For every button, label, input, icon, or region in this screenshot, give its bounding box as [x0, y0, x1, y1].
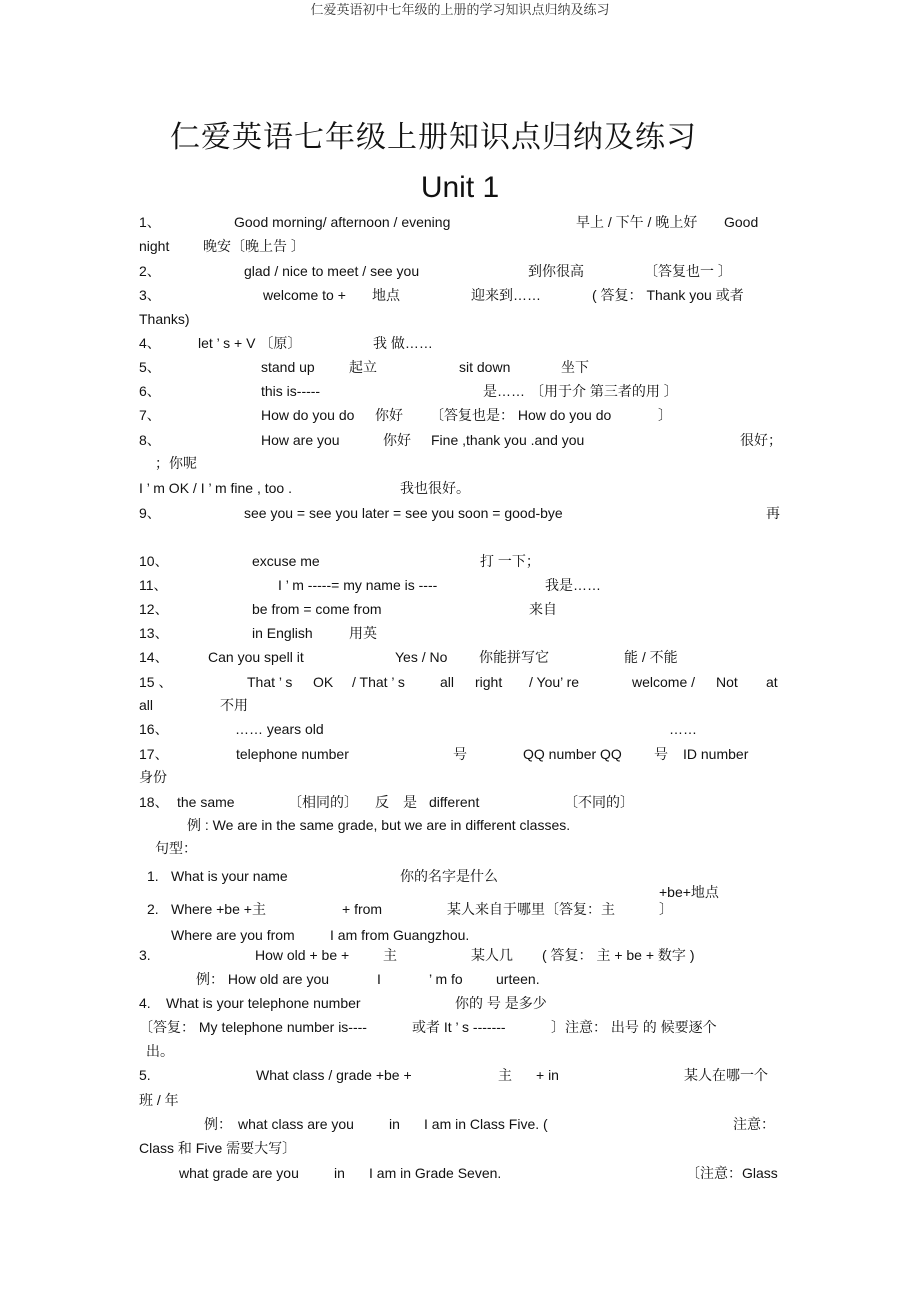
pattern-4-english: What is your telephone number [166, 995, 361, 1011]
item-10-chinese: 打 一下； [480, 553, 540, 569]
item-15-word-7: welcome / [632, 674, 696, 690]
pattern-4-note: 〕注意： 出号 的 候要逐个 [551, 1019, 717, 1035]
item-17-number: 17、 [139, 746, 169, 762]
item-13-english: in English [252, 625, 313, 641]
item-7-close: 〕 [658, 407, 672, 423]
item-8-extra-chinese: 我也很好。 [400, 480, 470, 496]
item-6-english: this is----- [261, 383, 321, 399]
item-18-example: 例 : We are in the same grade, but we are in different classes. [187, 817, 571, 833]
item-4-number: 4、 [139, 335, 161, 351]
pattern-3-number: 3. [139, 947, 151, 963]
document-title: 仁爱英语七年级上册知识点归纳及练习 [170, 120, 697, 155]
item-1-cont-cn: 晚安〔晚上告 〕 [203, 238, 305, 254]
item-6-note: 〔用于介 第三者的用 〕 [530, 383, 678, 399]
pattern-3-example-i: I [377, 971, 381, 987]
item-18-fan: 反 [375, 794, 389, 810]
pattern-4-or: 或者 It ’ s ------- [412, 1019, 506, 1035]
item-9-end: 再 [766, 505, 780, 521]
item-3-place: 地点 [372, 287, 400, 303]
item-1-cont-en: night [139, 238, 170, 254]
item-2-number: 2、 [139, 263, 161, 279]
item-2-note: 〔答复也一 〕 [644, 263, 732, 279]
pattern-5-example-a: I am in Class Five. ( [424, 1116, 548, 1132]
pattern-3-zhu: 主 [383, 947, 397, 963]
item-11-chinese: 我是…… [545, 577, 601, 593]
item-5-chinese: 起立 [349, 359, 377, 375]
pattern-5-chinese: 某人在哪一个 [684, 1067, 768, 1083]
item-18-english: the same [177, 794, 235, 810]
pattern-heading: 句型： [155, 840, 197, 856]
item-14-chinese: 你能拼写它 [479, 649, 549, 665]
pattern-5-note-line: Class 和 Five 需要大写〕 [139, 1140, 297, 1156]
pattern-2-chinese: 某人来自于哪里〔答复：主 [447, 901, 615, 917]
pattern-5-in: + in [536, 1067, 559, 1083]
unit-heading: Unit 1 [420, 171, 500, 204]
pattern-2-number: 2. [147, 901, 159, 917]
pattern-1-english: What is your name [171, 868, 288, 884]
item-17-english-2: QQ number QQ [523, 746, 622, 762]
item-12-chinese: 来自 [529, 601, 557, 617]
pattern-3-example-q: 例： How old are you [196, 971, 330, 987]
item-17-english-3: ID number [683, 746, 749, 762]
pattern-1-number: 1. [147, 868, 159, 884]
item-16-number: 16、 [139, 721, 169, 737]
pattern-3-chinese: 某人几 [471, 947, 513, 963]
pattern-5-english: What class / grade +be + [256, 1067, 412, 1083]
item-2-english: glad / nice to meet / see you [244, 263, 420, 279]
item-8-extra-english: I ’ m OK / I ’ m fine , too . [139, 480, 293, 496]
item-1-number: 1、 [139, 214, 161, 230]
pattern-4-answer: 〔答复： My telephone number is---- [139, 1019, 367, 1035]
pattern-2-close: 〕 [659, 901, 673, 917]
item-4-chinese: 我 做…… [373, 335, 433, 351]
item-3-cont: Thanks) [139, 311, 190, 327]
item-7-chinese: 你好 [375, 407, 403, 423]
pattern-2-example-q: Where are you from [171, 927, 295, 943]
page-header: 仁爱英语初中七年级的上册的学习知识点归纳及练习 [310, 3, 610, 18]
item-14-chinese-2: 能 / 不能 [624, 649, 678, 665]
pattern-5-example-label: 例： [204, 1116, 232, 1132]
pattern-2-english-2: + from [342, 901, 383, 917]
pattern-3-example-m: ’ m fo [429, 971, 463, 987]
item-15-word-9: at [766, 674, 778, 690]
item-13-number: 13、 [139, 625, 169, 641]
pattern-5-example-q: what class are you [238, 1116, 354, 1132]
pattern-5-note-2: 〔注意：Glass [686, 1165, 778, 1181]
pattern-2-top-note: +be+地点 [659, 884, 719, 900]
item-15-word-5: right [475, 674, 503, 690]
item-14-english-2: Yes / No [395, 649, 448, 665]
item-15-word-3: / That ’ s [352, 674, 405, 690]
item-8-chinese: 你好 [383, 432, 411, 448]
item-15-word-4: all [440, 674, 455, 690]
item-18-number: 18、 [139, 794, 169, 810]
item-8-end: 很好； [740, 432, 782, 448]
item-9-english: see you = see you later = see you soon = good-bye [244, 505, 563, 521]
item-18-shi: 是 [403, 794, 417, 810]
item-11-number: 11、 [139, 577, 168, 593]
item-12-number: 12、 [139, 601, 169, 617]
item-6-chinese: 是…… [483, 383, 525, 399]
pattern-2-english: Where +be +主 [171, 901, 266, 917]
item-10-number: 10、 [139, 553, 169, 569]
item-8-number: 8、 [139, 432, 161, 448]
pattern-5-example-a2: I am in Grade Seven. [369, 1165, 502, 1181]
item-11-english: I ’ m -----= my name is ---- [278, 577, 438, 593]
item-5-number: 5、 [139, 359, 161, 375]
item-3-answer: ( 答复： Thank you 或者 [592, 287, 744, 303]
item-15-word-2: OK [313, 674, 334, 690]
pattern-5-note: 注意： [733, 1116, 775, 1132]
item-4-english: let ’ s + V 〔原〕 [198, 335, 302, 351]
item-16-end: …… [669, 721, 697, 737]
item-3-number: 3、 [139, 287, 161, 303]
pattern-5-zhu: 主 [498, 1067, 512, 1083]
item-6-number: 6、 [139, 383, 161, 399]
item-15-word-8: Not [716, 674, 738, 690]
item-18-english-2: different [429, 794, 480, 810]
item-7-note: 〔答复也是： How do you do [430, 407, 612, 423]
item-15-cont-cn: 不用 [220, 697, 248, 713]
pattern-5-example-q2: what grade are you [179, 1165, 299, 1181]
pattern-5-example-in: in [389, 1116, 400, 1132]
pattern-2-example-a: I am from Guangzhou. [330, 927, 470, 943]
pattern-3-example-end: urteen. [496, 971, 540, 987]
item-1-end: Good [724, 214, 759, 230]
item-17-chinese: 号 [453, 746, 467, 762]
item-5-english-2: sit down [459, 359, 511, 375]
item-10-english: excuse me [252, 553, 320, 569]
item-15-number: 15 、 [139, 674, 173, 690]
item-7-english: How do you do [261, 407, 355, 423]
item-3-english: welcome to + [263, 287, 346, 303]
item-3-chinese: 迎来到…… [471, 287, 541, 303]
item-18-chinese-2: 〔不同的〕 [564, 794, 634, 810]
item-18-chinese: 〔相同的〕 [288, 794, 358, 810]
item-17-chinese-2: 号 [654, 746, 668, 762]
item-1-english: Good morning/ afternoon / evening [234, 214, 451, 230]
pattern-4-cont: 出。 [146, 1043, 174, 1059]
pattern-5-example-in2: in [334, 1165, 345, 1181]
item-5-english: stand up [261, 359, 315, 375]
pattern-5-cont: 班 / 年 [139, 1092, 179, 1108]
item-17-english: telephone number [236, 746, 349, 762]
item-14-english: Can you spell it [208, 649, 304, 665]
item-2-chinese: 到你很高 [528, 263, 584, 279]
item-8-cont: ；你呢 [155, 455, 197, 471]
item-16-english: …… years old [235, 721, 324, 737]
item-7-number: 7、 [139, 407, 161, 423]
item-14-number: 14、 [139, 649, 169, 665]
item-8-english: How are you [261, 432, 340, 448]
item-15-word-6: / You’ re [529, 674, 580, 690]
pattern-1-chinese: 你的名字是什么 [400, 868, 498, 884]
item-15-word-1: That ’ s [247, 674, 293, 690]
pattern-5-number: 5. [139, 1067, 151, 1083]
pattern-3-english: How old + be + [255, 947, 350, 963]
item-8-answer: Fine ,thank you .and you [431, 432, 585, 448]
item-1-chinese: 早上 / 下午 / 晚上好 [576, 214, 698, 230]
pattern-4-number: 4. [139, 995, 151, 1011]
item-5-chinese-2: 坐下 [561, 359, 589, 375]
item-12-english: be from = come from [252, 601, 382, 617]
pattern-3-answer: ( 答复： 主 + be + 数字 ) [542, 947, 695, 963]
item-13-chinese: 用英 [349, 625, 377, 641]
pattern-4-chinese: 你的 号 是多少 [455, 995, 547, 1011]
item-9-number: 9、 [139, 505, 161, 521]
item-15-cont-en: all [139, 697, 154, 713]
item-17-cont: 身份 [139, 769, 167, 785]
